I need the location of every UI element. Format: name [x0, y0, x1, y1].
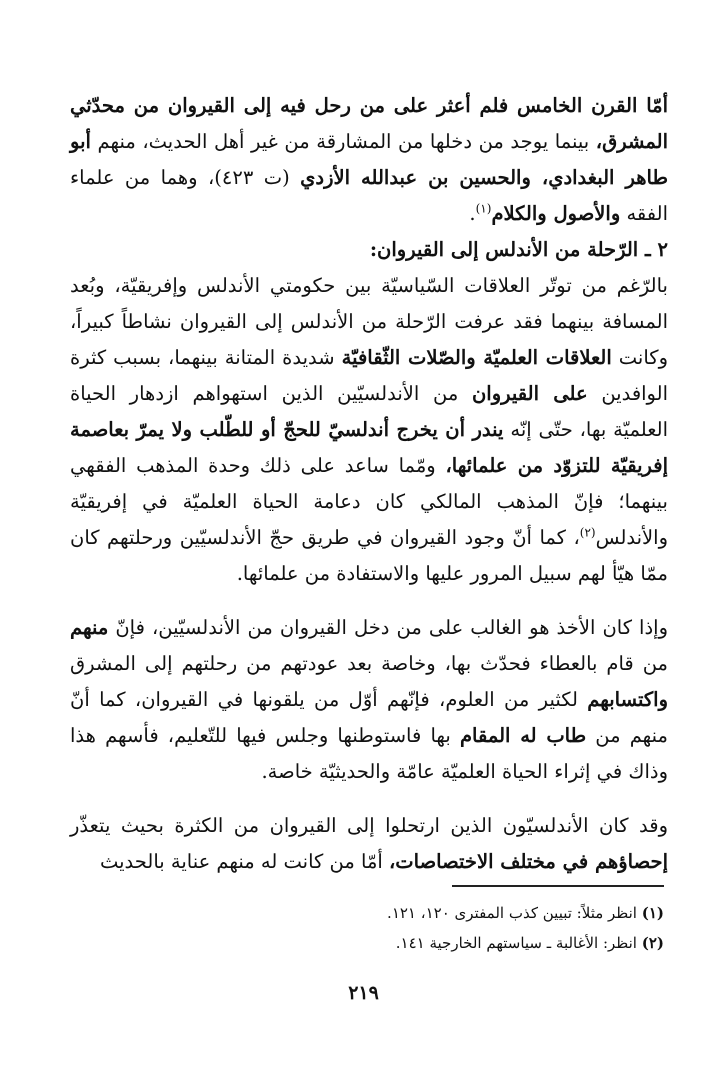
p2-text-4: ومّما ساعد على ذلك وحدة المذهب الفقهي بينهما؛ فإنّ المذهب المالكي كان دعامة الحياة العلميّة في إفريقيّة والأندلس: [70, 454, 668, 549]
p4-text-1: وقد كان الأندلسيّون الذين ارتحلوا إلى القيروان من الكثرة بحيث يتعذّر: [70, 814, 668, 837]
p2-text-3: من الأندلسيّين الذين استهواهم ازدهار الحياة العلميّة بها، حتّى إنّه: [70, 382, 668, 441]
p4-text-2: أمّا من كانت له منهم عناية بالحديث: [99, 850, 390, 873]
paragraph-2: [70, 268, 668, 592]
p4-bold-1: إحصاؤهم في مختلف الاختصاصات،: [389, 850, 668, 873]
p2-bold-1: العلاقات العلميّة والصّلات الثّقافيّة: [341, 346, 612, 369]
p3-bold-2: واكتسابهم: [587, 688, 668, 711]
footnotes: [180, 898, 664, 958]
p2-bold-3: يندر أن يخرج أندلسيّ للحجّ أو للطّلب ولا يمرّ بعاصمة إفريقيّة للتزوّد من علمائها،: [70, 418, 668, 477]
paragraph-3: [70, 610, 668, 790]
p3-text-2: من قام بالعطاء فحدّث بها، وخاصة بعد عودتهم من رحلتهم إلى المشرق: [70, 652, 668, 675]
footnote-1-number: (١): [641, 904, 664, 922]
p3-text-4: بها فاستوطنها وجلس فيها للتّعليم، فأسهم هذا وذاك في إثراء الحياة العلميّة عامّة والحديثيّة خاصة.: [70, 724, 668, 783]
page-number: ٢١٩: [348, 982, 379, 1004]
footnote-separator: [452, 885, 664, 887]
p1-bold-2: أبو طاهر البغدادي، والحسين بن عبدالله الأزدي: [70, 130, 668, 189]
paragraph-4: [70, 808, 668, 880]
p1-text-2: (ت ٤٢٣)، وهما من علماء الفقه: [70, 166, 668, 225]
paragraph-1: [70, 88, 668, 232]
p3-text-3: لكثير من العلوم، فإنّهم أوّل من يلقونها في القيروان، كما أنّ منهم من: [70, 688, 668, 747]
footnote-ref-2: (٢): [579, 525, 596, 540]
main-text: [70, 88, 668, 880]
section-heading: ٢ ـ الرّحلة من الأندلس إلى القيروان:: [369, 238, 668, 261]
p1-bold-3: والأصول والكلام: [491, 202, 621, 225]
footnote-2-number: (٢): [641, 934, 664, 952]
p1-end: .: [469, 202, 476, 225]
p3-bold-3: طاب له المقام: [459, 724, 587, 747]
p3-bold-1: منهم: [70, 616, 109, 639]
footnote-2-text: انظر: الأغالبة ـ سياستهم الخارجية ١٤١.: [395, 934, 642, 952]
footnote-1-text: انظر مثلاً: تبيين كذب المفترى ١٢٠، ١٢١.: [387, 904, 642, 922]
p2-text-5: ، كما أنّ وجود القيروان في طريق حجّ الأندلسيّين ورحلتهم كان ممّا هيّأ لهم سبيل المرور عليها والاستفادة من علمائها.: [70, 526, 668, 585]
p2-text-1: بالرّغم من توتّر العلاقات السّياسيّة بين حكومتي الأندلس وإفريقيّة، وبُعد المسافة بينهما فقد عرفت الرّحلة من الأندلس إلى القيروان نشاطاً كبيراً، وكانت: [70, 274, 668, 369]
footnote-1: [180, 898, 664, 928]
p3-text-1: وإذا كان الأخذ هو الغالب على من دخل القيروان من الأندلسيّين، فإنّ: [108, 616, 668, 639]
footnote-2: [180, 928, 664, 958]
p2-bold-2: على القيروان: [471, 382, 588, 405]
p1-text-1: بينما يوجد من دخلها من المشارقة من غير أهل الحديث، منهم: [90, 130, 596, 153]
p2-text-2: شديدة المتانة بينهما، بسبب كثرة الوافدين: [70, 346, 668, 405]
p1-bold-1: أمّا القرن الخامس فلم أعثر على من رحل فيه إلى القيروان من محدّثي المشرق،: [70, 94, 668, 153]
footnote-ref-1: (١): [475, 201, 492, 216]
